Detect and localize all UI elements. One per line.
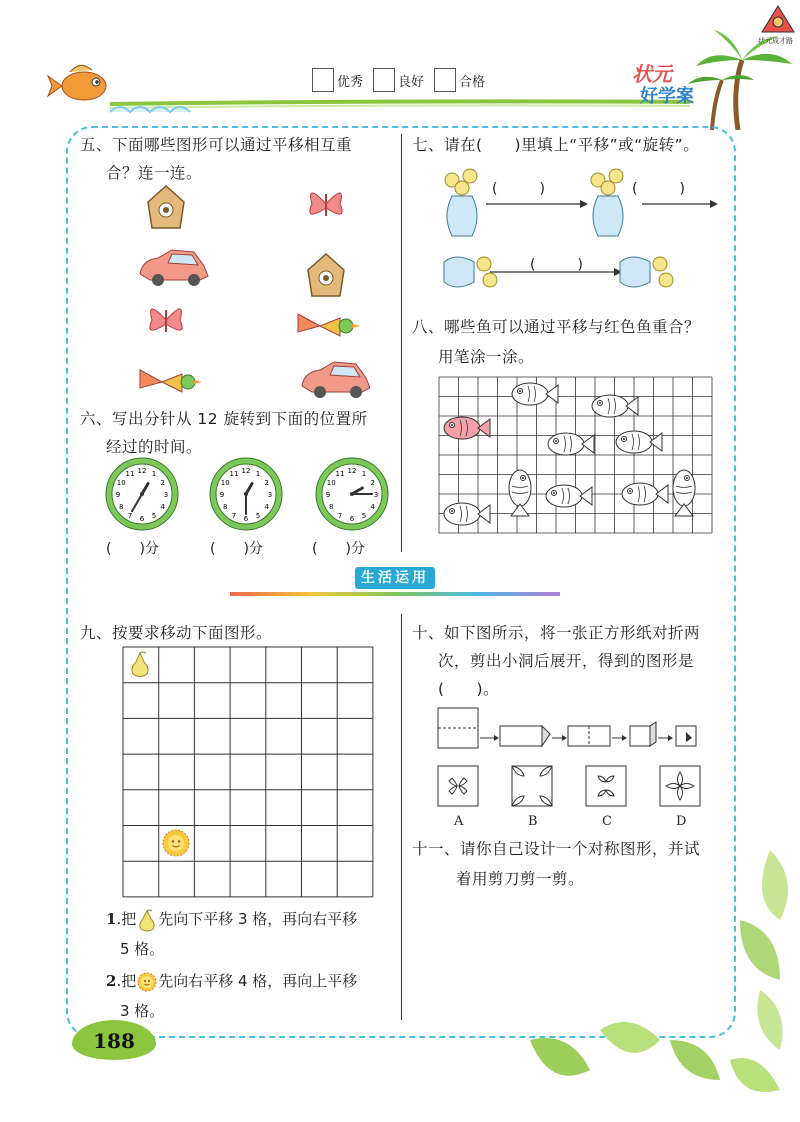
- clock-number: 12: [137, 467, 147, 475]
- clock-icon: [106, 458, 178, 530]
- q10-answer-blank[interactable]: ( )。: [438, 680, 500, 698]
- rating-row: [312, 68, 485, 92]
- q9-step1-prefix: .把: [116, 910, 137, 928]
- q7-blank-1[interactable]: ( ): [492, 181, 545, 197]
- q6-line2: 经过的时间。: [106, 438, 203, 456]
- q8-line2: 用笔涂一涂。: [438, 348, 535, 366]
- column-divider: [401, 134, 402, 552]
- q7-title: 七、请在( )里填上“平移”或“旋转”。: [412, 136, 700, 154]
- clock-number: 2: [160, 479, 166, 487]
- clock-number: 9: [115, 491, 121, 499]
- clock-number: 1: [361, 470, 367, 479]
- fish-icon[interactable]: [673, 470, 695, 516]
- section-banner-bar: [230, 592, 560, 596]
- clock-icon: [210, 458, 282, 530]
- q10-line1: 十、如下图所示，将一张正方形纸对折两: [412, 624, 701, 642]
- sun-icon: [136, 971, 158, 993]
- tangram-bird-icon-left: [140, 370, 202, 392]
- clock-number: 2: [264, 479, 270, 487]
- option-b-figure[interactable]: [512, 766, 552, 806]
- pear-icon: [136, 908, 158, 932]
- q9-title: 九、按要求移动下面图形。: [80, 624, 273, 642]
- fish-icon[interactable]: [548, 433, 594, 455]
- clock-number: 7: [127, 511, 133, 520]
- fish-mascot-icon: [48, 65, 106, 100]
- tangram-bird-icon-right: [298, 314, 360, 336]
- clock-number: 4: [160, 503, 166, 511]
- q6-answer-blank-2[interactable]: ( )分: [210, 541, 263, 557]
- rating-checkbox-excellent[interactable]: [312, 68, 334, 92]
- q7-blank-2[interactable]: ( ): [632, 181, 685, 197]
- q10-folding-steps: [436, 704, 706, 754]
- q9-step1-cont: 5 格。: [120, 940, 165, 958]
- clock-number: 5: [255, 511, 261, 520]
- q9-grid: [122, 646, 376, 898]
- clock-number: 12: [347, 467, 357, 475]
- clock-number: 6: [349, 515, 355, 523]
- clock-number: 1: [151, 470, 157, 479]
- birdhouse-icon-left: [148, 186, 184, 228]
- pear-icon[interactable]: [132, 652, 148, 677]
- clock-number: 9: [325, 491, 331, 499]
- sun-icon[interactable]: [163, 830, 189, 856]
- q5-line1: 五、下面哪些图形可以通过平移相互重: [80, 136, 353, 154]
- q9-step1-text: 先向下平移 3 格，再向右平移: [158, 910, 358, 928]
- rating-label: 合格: [459, 74, 486, 90]
- fish-icon[interactable]: [592, 395, 638, 417]
- q5-figures: [130, 178, 370, 404]
- q9-step2-text: 先向右平移 4 格，再向上平移: [158, 972, 358, 990]
- clock-number: 7: [337, 511, 343, 520]
- flower-vase-rotated-icon: [620, 257, 673, 287]
- car-icon-left: [140, 250, 208, 286]
- clock-number: 11: [335, 470, 345, 479]
- q10-line2: 次，剪出小洞后展开，得到的图形是: [438, 652, 695, 670]
- flower-vase-icon: [591, 169, 623, 236]
- clock-number: 4: [370, 503, 376, 511]
- flower-vase-icon: [445, 169, 477, 236]
- page-number: 188: [72, 1020, 156, 1060]
- birdhouse-icon-right: [308, 254, 344, 296]
- section-banner: 生活运用: [355, 567, 435, 589]
- clock-number: 9: [219, 491, 225, 499]
- clock-number: 4: [264, 503, 270, 511]
- leaf-decoration: [500, 840, 800, 1122]
- q6-answer-blank-3[interactable]: ( )分: [312, 541, 365, 557]
- clock-number: 8: [222, 503, 228, 511]
- butterfly-icon-right: [310, 193, 342, 216]
- clock-number: 6: [139, 515, 145, 523]
- car-icon-right: [302, 362, 370, 398]
- q7-blank-3[interactable]: ( ): [530, 257, 583, 273]
- q9-step1: [106, 904, 357, 934]
- clock-number: 3: [373, 491, 379, 499]
- q9-step2: [106, 966, 357, 996]
- q7-figures: [430, 162, 730, 302]
- q6-answer-blank-1[interactable]: ( )分: [106, 541, 159, 557]
- clock-number: 5: [151, 511, 157, 520]
- clock-number: 10: [116, 479, 126, 487]
- column-divider: [401, 614, 402, 1020]
- q9-step2-prefix: .把: [116, 972, 137, 990]
- clock-number: 1: [255, 470, 261, 479]
- rating-checkbox-pass[interactable]: [434, 68, 456, 92]
- option-d-figure[interactable]: [660, 766, 700, 806]
- fish-icon[interactable]: [546, 485, 592, 507]
- rating-label: 良好: [398, 74, 425, 90]
- q5-line2: 合？连一连。: [106, 164, 203, 182]
- header-decoration: [0, 0, 800, 130]
- q11-line2: 着用剪刀剪一剪。: [456, 870, 585, 888]
- q10-options: [436, 764, 706, 810]
- clock-number: 6: [243, 515, 249, 523]
- q8-fish-grid: [438, 376, 718, 534]
- clock-number: 10: [326, 479, 336, 487]
- clock-number: 3: [163, 491, 169, 499]
- clock-number: 11: [125, 470, 135, 479]
- clock-number: 5: [361, 511, 367, 520]
- q9-step2-number: 2: [106, 972, 117, 990]
- q8-line1: 八、哪些鱼可以通过平移与红色鱼重合？: [412, 318, 701, 336]
- fish-icon[interactable]: [509, 470, 531, 516]
- brand-title-top: 状元: [632, 62, 672, 86]
- publisher-logo-icon: [762, 6, 794, 32]
- q6-clocks: [104, 456, 394, 536]
- clock-number: 8: [118, 503, 124, 511]
- option-c-figure[interactable]: [586, 766, 626, 806]
- q11-line1: 十一、请你自己设计一个对称图形，并试: [412, 840, 701, 858]
- fish-icon[interactable]: [622, 483, 668, 505]
- rating-label: 优秀: [337, 74, 364, 90]
- clock-number: 2: [370, 479, 376, 487]
- fish-icon[interactable]: [616, 431, 662, 453]
- option-d-label[interactable]: D: [676, 814, 687, 829]
- q6-line1: 六、写出分针从 12 旋转到下面的位置所: [80, 410, 368, 428]
- butterfly-icon-left: [150, 309, 182, 332]
- clock-number: 12: [241, 467, 251, 475]
- clock-number: 3: [267, 491, 273, 499]
- q9-step2-cont: 3 格。: [120, 1002, 165, 1020]
- fish-icon[interactable]: [512, 383, 558, 405]
- clock-icon: [316, 458, 388, 530]
- option-c-label[interactable]: C: [602, 814, 612, 829]
- clock-number: 10: [220, 479, 230, 487]
- fish-icon[interactable]: [444, 503, 490, 525]
- publisher-logo-text: 状元成才路: [758, 37, 793, 45]
- option-a-figure[interactable]: [438, 766, 478, 806]
- clock-number: 7: [231, 511, 237, 520]
- option-a-label[interactable]: A: [454, 814, 464, 829]
- clock-number: 11: [229, 470, 239, 479]
- q9-step1-number: 1: [106, 910, 117, 928]
- clock-number: 8: [328, 503, 334, 511]
- rating-checkbox-good[interactable]: [373, 68, 395, 92]
- flower-vase-rotated-icon: [444, 257, 497, 287]
- brand-title-bottom: 好学案: [640, 86, 694, 107]
- option-b-label[interactable]: B: [528, 814, 538, 829]
